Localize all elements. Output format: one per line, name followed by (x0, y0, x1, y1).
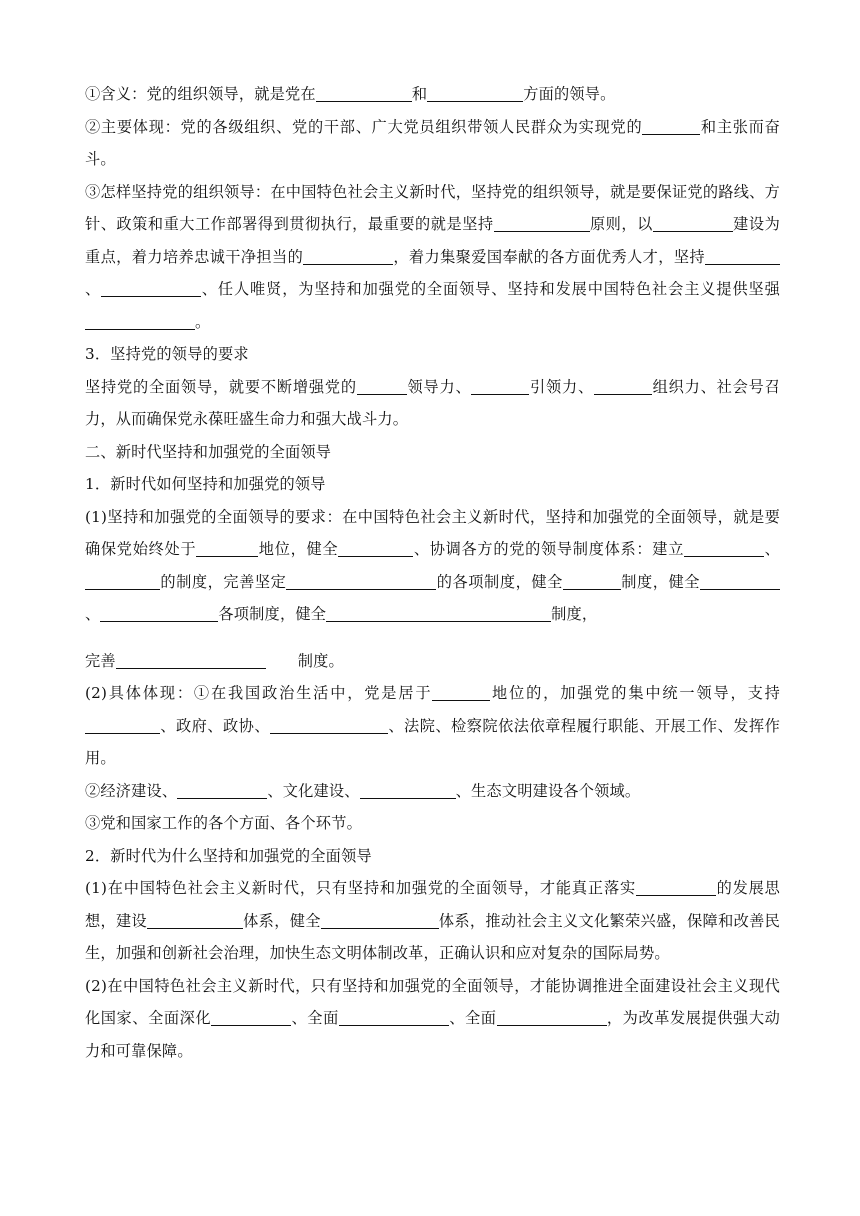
fill-blank[interactable] (636, 877, 716, 896)
fill-blank[interactable] (177, 780, 267, 799)
text: ，为改革发展提供强大动力和可靠保障。 (85, 1009, 780, 1060)
fill-blank[interactable] (684, 538, 764, 557)
text: 、全面 (448, 1009, 497, 1027)
fill-blank[interactable] (360, 780, 456, 799)
text: 方面的领导。 (523, 85, 616, 103)
text: ②主要体现：党的各级组织、党的干部、广大党员组织带领人民群众为实现党的 (85, 117, 643, 136)
text: 、政府、政协、 (160, 716, 271, 735)
fill-blank[interactable] (286, 571, 436, 590)
text: (1)坚持和加强党的全面领导的要求：在中国特色社会主义新时代，坚持和加强党的全面领导，就是要确保党始终处于 (85, 507, 780, 558)
text: ③怎样坚持党的组织领导：在中国特色社会主义新时代，坚持党的组织领导，就是要保证党的路线、方针、政策和重大工作部署得到贯彻执行，最重要的就是坚持 (85, 182, 780, 233)
text: 领导力、 (406, 377, 472, 396)
text: 体系，健全 (243, 911, 321, 930)
paragraph-main-embodiment (85, 111, 780, 176)
fill-blank[interactable] (471, 376, 529, 395)
text: 引领力、 (529, 377, 595, 396)
fill-blank[interactable] (303, 246, 393, 265)
text: 、全面 (291, 1009, 339, 1027)
fill-blank[interactable] (357, 376, 407, 395)
text: ②经济建设、 (85, 781, 178, 800)
text: 组织力、社会号召力，从而确保党永葆旺盛生命力和强大战斗力。 (85, 377, 780, 428)
fill-blank[interactable] (147, 910, 243, 929)
paragraph-specific-embodiment (85, 677, 780, 775)
text: 的各项制度，健全 (436, 572, 563, 591)
text: 和主张而奋斗。 (85, 117, 781, 168)
fill-blank[interactable] (326, 603, 551, 622)
fill-blank[interactable] (563, 571, 621, 590)
text: 地位，健全 (258, 540, 339, 558)
fill-blank[interactable] (321, 910, 439, 929)
text: 。 (195, 312, 211, 331)
fill-blank[interactable] (705, 246, 780, 265)
text: 制度。 (297, 651, 344, 670)
text: 完善 (85, 651, 116, 670)
text: (1)在中国特色社会主义新时代，只有坚持和加强党的全面领导，才能真正落实 (85, 879, 636, 897)
fill-blank[interactable] (494, 213, 590, 232)
text: 坚持党的全面领导，就要不断增强党的 (85, 377, 357, 396)
document-page (85, 78, 780, 1067)
paragraph-fields (85, 775, 780, 808)
section-heading-2: 2．新时代为什么坚持和加强党的全面领导 (85, 846, 372, 865)
fill-blank[interactable] (270, 715, 388, 734)
paragraph-perfect-system (85, 645, 780, 678)
paragraph-aspects: ③党和国家工作的各个方面、各个环节。 (85, 814, 362, 832)
text: (2)具体体现：①在我国政治生活中，党是居于 (85, 684, 433, 702)
paragraph-requirement-details (85, 501, 780, 631)
text: 和 (411, 85, 428, 103)
fill-blank[interactable] (85, 571, 160, 590)
fill-blank[interactable] (594, 376, 652, 395)
fill-blank[interactable] (642, 116, 700, 135)
paragraph-how-to-uphold (85, 176, 780, 339)
text: ①含义：党的组织领导，就是党在 (85, 85, 316, 103)
text: 的发展思想，建设 (85, 879, 780, 930)
paragraph-reason-2 (85, 970, 780, 1068)
text: 、协调各方的党的领导制度体系：建立 (413, 540, 685, 558)
fill-blank[interactable] (211, 1007, 291, 1026)
text: 制度，健全 (620, 572, 700, 591)
text: 、 (764, 540, 781, 558)
text: ，着力集聚爱国奉献的各方面优秀人才，坚持 (393, 247, 705, 266)
fill-blank[interactable] (101, 278, 201, 297)
text: 体系，推动社会主义文化繁荣兴盛，保障和改善民生，加强和创新社会治理，加快生态文明体制改革，正确认识和应对复杂的国际局势。 (85, 911, 780, 962)
text: 建设为重点，着力培养忠诚干净担当的 (85, 215, 780, 266)
fill-blank[interactable] (196, 538, 258, 557)
text: 、法院、检察院依法依章程履行职能、开展工作、发挥作用。 (85, 716, 781, 767)
fill-blank[interactable] (339, 1007, 449, 1026)
section-heading-3: 3．坚持党的领导的要求 (85, 345, 249, 363)
text: 、 (85, 605, 101, 623)
fill-blank[interactable] (338, 538, 413, 557)
text: 制度， (551, 605, 598, 623)
chapter-heading-2: 二、新时代坚持和加强党的全面领导 (85, 442, 332, 461)
fill-blank[interactable] (700, 571, 780, 590)
text: 各项制度，健全 (218, 605, 327, 623)
fill-blank[interactable] (427, 83, 523, 102)
text: 、任人唯贤，为坚持和加强党的全面领导、坚持和发展中国特色社会主义提供坚强 (201, 280, 781, 298)
fill-blank[interactable] (100, 603, 218, 622)
paragraph-reason-1 (85, 872, 780, 970)
text: 的制度，完善坚定 (160, 572, 287, 591)
fill-blank[interactable] (432, 682, 490, 701)
fill-blank[interactable] (497, 1007, 607, 1026)
fill-blank[interactable] (653, 213, 733, 232)
paragraph-meaning (85, 78, 780, 111)
text: (2)在中国特色社会主义新时代，只有坚持和加强党的全面领导，才能协调推进全面建设社会主义现代化国家、全面深化 (85, 976, 780, 1027)
fill-blank[interactable] (85, 715, 160, 734)
paragraph-requirements (85, 371, 780, 436)
fill-blank[interactable] (85, 311, 195, 330)
text: 、 (85, 280, 102, 298)
fill-blank[interactable] (316, 83, 412, 102)
text: 地位的，加强党的集中统一领导，支持 (490, 684, 780, 702)
fill-blank[interactable] (116, 650, 266, 669)
text: 原则，以 (589, 215, 653, 233)
section-heading-1: 1．新时代如何坚持和加强党的领导 (85, 475, 326, 493)
text: 、生态文明建设各个领域。 (455, 781, 641, 800)
text: 、文化建设、 (267, 781, 360, 800)
